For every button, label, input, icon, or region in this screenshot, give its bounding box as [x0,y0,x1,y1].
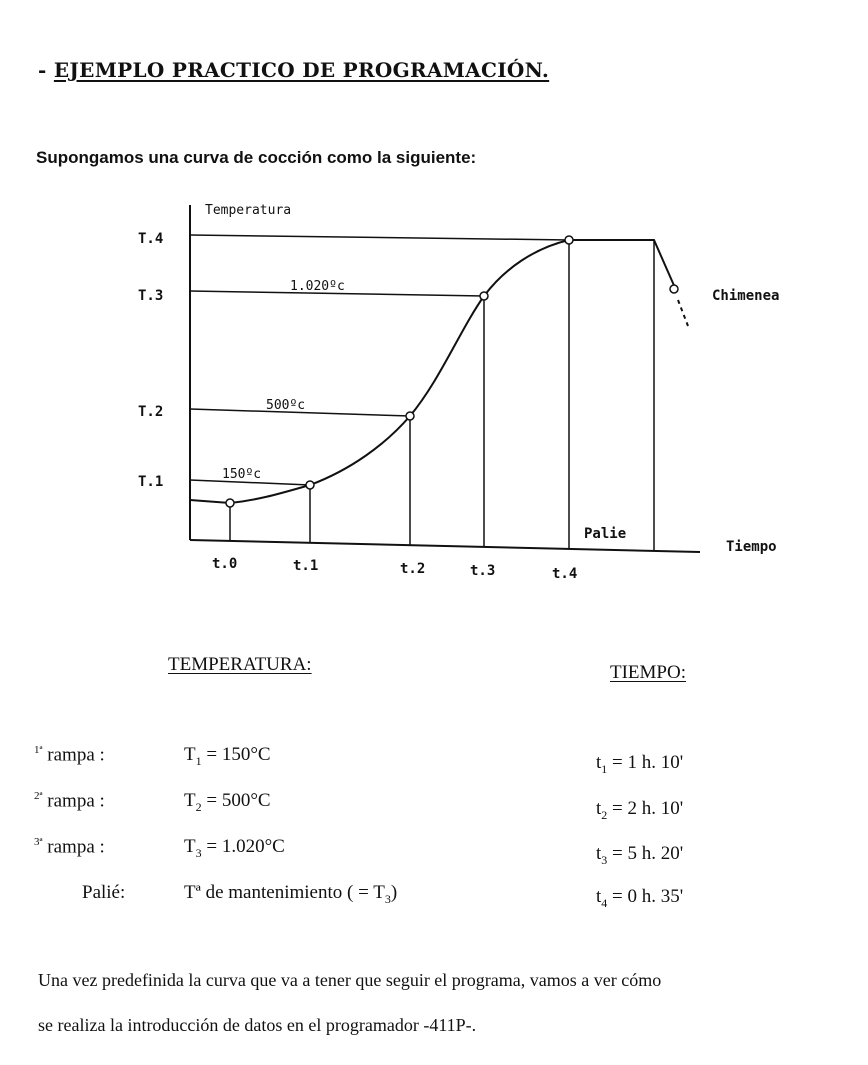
x-tick-label: t.1 [293,558,319,574]
intro-text: Supongamos una curva de cocción como la siguiente: [36,148,477,167]
palie-temp-sub: 3 [384,891,391,906]
header-tiempo: TIEMPO: [610,662,686,683]
annotation-150: 150ºc [222,467,262,482]
curve-point [670,285,678,293]
row-label [34,836,105,858]
y-tick-label: T.4 [138,231,164,247]
time-value: = 1 h. 10' [612,752,684,773]
time-var: t [596,798,602,819]
row-ordinal: 3ª [34,836,43,848]
paragraph-line-2: se realiza la introducción de datos en el programador -411P-. [38,1015,477,1035]
row-time [596,843,683,868]
curve-point [480,292,488,300]
annotation-500: 500ºc [266,398,306,413]
temp-var: T [184,790,196,811]
paragraph-line-1: Una vez predefinida la curva que va a tener que seguir el programa, vamos a ver cómo [38,970,662,990]
palie-temp-close: ) [390,882,398,903]
curve-point [406,412,414,420]
x-tick-label: t.4 [552,566,578,582]
row-label [34,790,105,812]
ref-line-t4 [190,235,570,240]
title-text: EJEMPLO PRACTICO DE PROGRAMACIÓN. [53,58,550,82]
time-value: = 0 h. 35' [612,886,684,907]
temp-value: = 1.020°C [206,836,285,857]
time-value: = 2 h. 10' [612,798,684,819]
annotation-palie: Palie [584,526,627,542]
x-axis-label: Tiempo [726,539,777,555]
temp-sub: 2 [195,799,202,814]
temp-value: = 150°C [206,744,271,765]
y-tick-label: T.2 [138,404,164,420]
curve-point [226,499,234,507]
row-label-text: rampa : [47,790,105,812]
time-var: t [596,843,602,864]
palie-temp [184,882,397,907]
time-value: = 5 h. 20' [612,843,684,864]
palie-temp-text: Tª de mantenimiento ( = T [184,882,385,903]
curve-point [306,481,314,489]
palie-time [596,886,683,911]
temp-var: T [184,836,196,857]
row-time [596,798,683,823]
time-sub: 1 [601,761,608,776]
temp-sub: 1 [195,753,202,768]
temp-value: = 500°C [206,790,271,811]
time-sub: 2 [601,807,608,822]
row-temp [184,836,285,861]
header-temperatura: TEMPERATURA: [168,654,312,675]
y-axis-label: Temperatura [205,203,292,218]
time-sub: 4 [601,895,608,910]
row-ordinal: 2ª [34,790,43,802]
chimney-dashes [678,300,688,326]
row-label [34,744,105,766]
annotation-chimenea: Chimenea [712,288,780,304]
x-tick-label: t.2 [400,561,426,577]
row-ordinal: 1ª [34,744,43,756]
temp-sub: 3 [195,845,202,860]
title-prefix: - [38,58,54,82]
row-time [596,752,683,777]
firing-curve [190,240,676,503]
y-tick-label: T.1 [138,474,164,490]
curve-point [565,236,573,244]
palie-label: Palié: [82,882,126,903]
row-label-text: rampa : [47,744,105,766]
row-label-text: rampa : [47,836,105,858]
row-temp [184,790,271,815]
time-var: t [596,886,602,907]
annotation-1020: 1.020ºc [290,279,345,294]
temp-var: T [184,744,196,765]
x-tick-label: t.0 [212,556,238,572]
row-temp [184,744,271,769]
y-tick-label: T.3 [138,288,164,304]
x-tick-label: t.3 [470,563,496,579]
time-sub: 3 [601,852,608,867]
time-var: t [596,752,602,773]
